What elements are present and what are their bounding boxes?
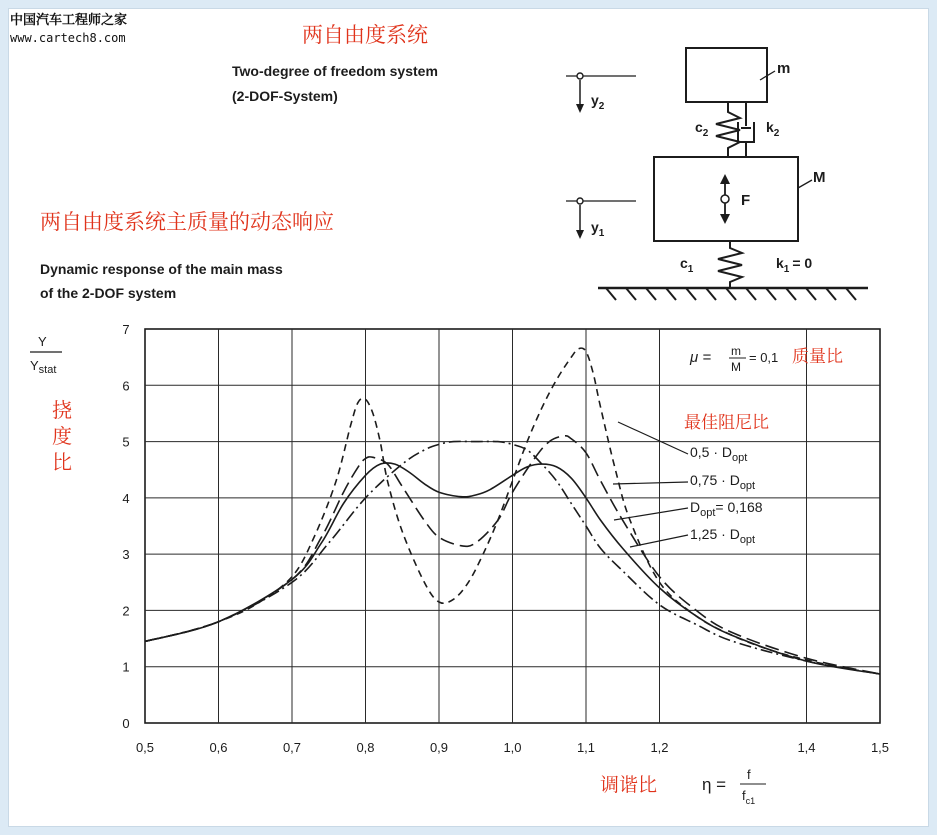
label-k1: $k_1 = 0$ — [776, 255, 813, 275]
ylabel-numerator: Y — [38, 334, 47, 349]
x-tick-label: 1,0 — [503, 740, 522, 755]
ground-hatch — [606, 288, 856, 300]
y-tick-label: 1 — [122, 659, 130, 675]
y-tick-label: 0 — [122, 716, 130, 731]
watermark-url: www.cartech8.com — [10, 31, 126, 45]
x-tick-label: 0,7 — [282, 740, 302, 755]
spring-c1 — [718, 241, 742, 288]
deflection-cn-1: 挠 — [52, 398, 72, 422]
mass-ratio-cn: 质量比 — [792, 347, 843, 367]
eta-denominator: $f_{c1}$ — [742, 788, 756, 806]
legend-series-2: $D_{opt}= 0,168$ — [690, 499, 763, 519]
title-response-en-2: of the 2-DOF system — [40, 285, 177, 301]
title-system-en-1: Two-degree of freedom system — [232, 63, 438, 79]
spring-c2 — [716, 102, 740, 157]
mu-value: = 0,1 — [749, 350, 779, 365]
diagram-labels — [591, 60, 826, 275]
y-tick-label: 3 — [122, 547, 130, 563]
mu-denominator: M — [731, 360, 741, 374]
legend-series-1: $0,75 \cdot D_{opt}$ — [690, 472, 756, 492]
label-M: M — [813, 169, 826, 186]
x-tick-label: 0,8 — [356, 740, 375, 755]
legend-series-3: $1,25 \cdot D_{opt}$ — [690, 526, 756, 546]
series-legend — [613, 422, 763, 547]
label-c1: $c_1$ — [680, 255, 694, 275]
mu-symbol: μ = — [690, 349, 712, 366]
title-system-cn: 两自由度系统 — [302, 23, 428, 47]
deflection-cn-2: 度 — [52, 424, 72, 448]
label-m: m — [777, 60, 791, 77]
label-y1: $y_1$ — [591, 219, 605, 239]
y-tick-label: 6 — [122, 378, 130, 394]
y-tick-label: 5 — [122, 434, 130, 450]
opt-damping-cn: 最佳阻尼比 — [684, 413, 769, 433]
eta-symbol: η = — [702, 775, 727, 794]
watermark-cn: 中国汽车工程师之家 — [10, 13, 128, 28]
y-tick-label: 7 — [122, 322, 130, 337]
x-tick-label: 1,5 — [870, 740, 890, 755]
x-tick-label: 1,4 — [797, 740, 816, 755]
eta-formula — [702, 767, 766, 806]
label-c2: $c_2$ — [695, 119, 709, 139]
deflection-cn-3: 比 — [52, 450, 72, 474]
title-response-cn: 两自由度系统主质量的动态响应 — [40, 210, 334, 234]
title-system-en-2: (2-DOF-System) — [232, 88, 338, 104]
x-tick-label: 1,2 — [650, 740, 669, 755]
label-k2: $k_2$ — [766, 119, 780, 139]
eta-numerator: f — [747, 767, 751, 782]
y-tick-label: 2 — [122, 603, 130, 619]
x-tick-label: 1,1 — [576, 740, 596, 755]
label-y2: $y_2$ — [591, 92, 605, 112]
title-response-en-1: Dynamic response of the main mass — [40, 261, 283, 277]
tuning-cn: 调谐比 — [600, 774, 658, 796]
x-tick-label: 0,6 — [209, 740, 228, 755]
small-mass-box — [686, 48, 767, 102]
mu-numerator: m — [731, 344, 741, 358]
ylabel-denominator: $Y_{stat}$ — [30, 358, 57, 376]
label-F: F — [741, 192, 751, 209]
x-tick-label: 0,9 — [429, 740, 449, 755]
legend-series-0: $0,5 \cdot D_{opt}$ — [690, 444, 748, 464]
x-tick-label: 0,5 — [135, 740, 155, 755]
y-axis-label — [30, 334, 62, 376]
mass-ratio-annotation — [689, 344, 778, 374]
plot-area — [122, 322, 889, 755]
y-tick-label: 4 — [122, 490, 130, 506]
